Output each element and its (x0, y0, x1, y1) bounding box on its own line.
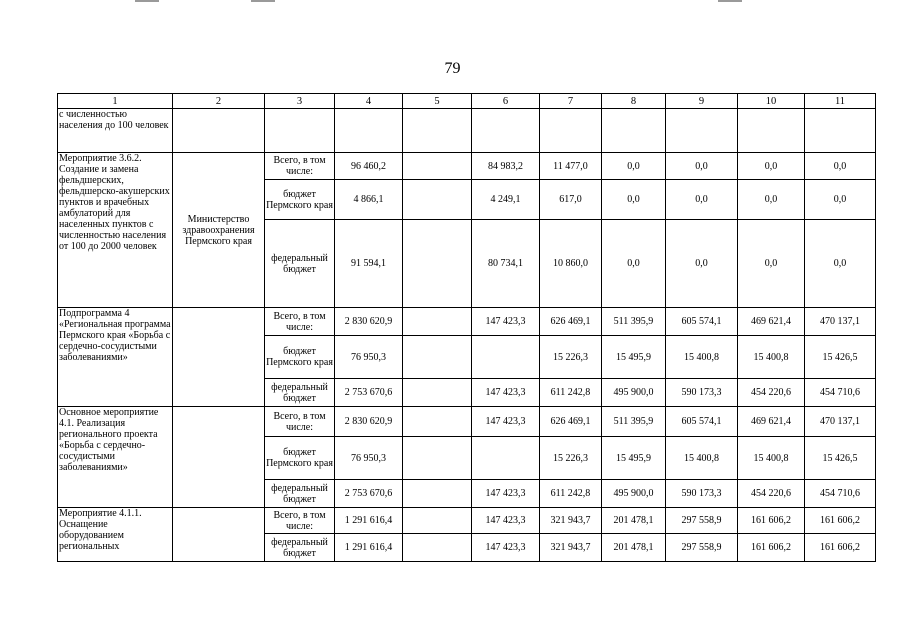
value-cell: 0,0 (738, 180, 805, 220)
value-cell: 15 400,8 (738, 437, 805, 480)
header-cell-9: 9 (666, 94, 738, 109)
value-cell: 511 395,9 (602, 308, 666, 336)
value-cell: 495 900,0 (602, 480, 666, 508)
value-cell: 0,0 (602, 180, 666, 220)
value-cell: 0,0 (738, 153, 805, 180)
table-row (58, 153, 876, 180)
header-cell-2: 2 (173, 94, 265, 109)
value-cell: 0,0 (805, 153, 876, 180)
executor-cell (173, 407, 265, 508)
funding-source-cell: Всего, в том числе: (265, 308, 335, 336)
funding-source-cell: Всего, в том числе: (265, 508, 335, 534)
value-cell: 84 983,2 (472, 153, 540, 180)
header-cell-6: 6 (472, 94, 540, 109)
value-cell: 0,0 (602, 220, 666, 308)
funding-source-cell: федеральный бюджет (265, 379, 335, 407)
row-name-cell: Мероприятие 4.1.1. Оснащение оборудованием региональных (58, 508, 173, 562)
empty-cell (738, 109, 805, 153)
funding-source-cell: федеральный бюджет (265, 480, 335, 508)
value-cell (403, 407, 472, 437)
empty-cell (602, 109, 666, 153)
value-cell: 626 469,1 (540, 407, 602, 437)
row-name-cell: Основное мероприятие 4.1. Реализация регионального проекта «Борьба с сердечно-сосудистыми заболеваниями» (58, 407, 173, 508)
executor-cell (173, 308, 265, 407)
empty-cell (472, 109, 540, 153)
budget-table (57, 93, 876, 562)
value-cell: 611 242,8 (540, 480, 602, 508)
row-name-cell: Подпрограмма 4 «Региональная программа Пермского края «Борьба с сердечно-сосудистыми заболеваниями» (58, 308, 173, 407)
value-cell: 611 242,8 (540, 379, 602, 407)
value-cell: 495 900,0 (602, 379, 666, 407)
value-cell: 626 469,1 (540, 308, 602, 336)
value-cell: 161 606,2 (805, 534, 876, 562)
funding-source-cell: Всего, в том числе: (265, 153, 335, 180)
value-cell: 96 460,2 (335, 153, 403, 180)
value-cell: 0,0 (738, 220, 805, 308)
executor-cell (173, 508, 265, 562)
value-cell: 0,0 (666, 220, 738, 308)
value-cell: 454 710,6 (805, 480, 876, 508)
value-cell: 15 400,8 (738, 336, 805, 379)
value-cell (403, 480, 472, 508)
value-cell: 0,0 (602, 153, 666, 180)
header-cell-3: 3 (265, 94, 335, 109)
value-cell (403, 153, 472, 180)
value-cell (403, 336, 472, 379)
value-cell: 2 830 620,9 (335, 308, 403, 336)
value-cell: 147 423,3 (472, 379, 540, 407)
value-cell (403, 437, 472, 480)
value-cell: 15 226,3 (540, 336, 602, 379)
value-cell (403, 379, 472, 407)
empty-cell (335, 109, 403, 153)
empty-cell (403, 109, 472, 153)
value-cell: 2 753 670,6 (335, 480, 403, 508)
value-cell: 4 866,1 (335, 180, 403, 220)
header-cell-8: 8 (602, 94, 666, 109)
value-cell: 0,0 (666, 153, 738, 180)
page-number: 79 (444, 60, 461, 77)
value-cell: 161 606,2 (738, 508, 805, 534)
value-cell: 590 173,3 (666, 480, 738, 508)
value-cell: 469 621,4 (738, 407, 805, 437)
value-cell: 80 734,1 (472, 220, 540, 308)
value-cell: 0,0 (805, 180, 876, 220)
table-row (58, 109, 876, 153)
value-cell: 76 950,3 (335, 437, 403, 480)
value-cell: 147 423,3 (472, 508, 540, 534)
value-cell: 511 395,9 (602, 407, 666, 437)
funding-source-cell: бюджет Пермского края (265, 180, 335, 220)
value-cell: 617,0 (540, 180, 602, 220)
table-row (58, 407, 876, 437)
value-cell: 454 710,6 (805, 379, 876, 407)
value-cell: 15 426,5 (805, 336, 876, 379)
value-cell: 15 226,3 (540, 437, 602, 480)
value-cell: 4 249,1 (472, 180, 540, 220)
value-cell: 297 558,9 (666, 534, 738, 562)
empty-cell (173, 109, 265, 153)
value-cell: 2 753 670,6 (335, 379, 403, 407)
header-cell-5: 5 (403, 94, 472, 109)
table-row (58, 308, 876, 336)
value-cell: 147 423,3 (472, 308, 540, 336)
value-cell (472, 437, 540, 480)
funding-source-cell: бюджет Пермского края (265, 336, 335, 379)
top-rule-mid (251, 0, 275, 2)
value-cell: 1 291 616,4 (335, 508, 403, 534)
value-cell: 605 574,1 (666, 308, 738, 336)
value-cell (403, 534, 472, 562)
value-cell: 590 173,3 (666, 379, 738, 407)
value-cell: 454 220,6 (738, 480, 805, 508)
value-cell: 76 950,3 (335, 336, 403, 379)
funding-source-cell: федеральный бюджет (265, 220, 335, 308)
table-header-row (58, 94, 876, 109)
value-cell (403, 508, 472, 534)
value-cell (472, 336, 540, 379)
value-cell: 11 477,0 (540, 153, 602, 180)
value-cell: 0,0 (805, 220, 876, 308)
empty-cell (265, 109, 335, 153)
value-cell: 454 220,6 (738, 379, 805, 407)
row-name-cell: с численностью населения до 100 человек (58, 109, 173, 153)
header-cell-11: 11 (805, 94, 876, 109)
value-cell: 147 423,3 (472, 534, 540, 562)
empty-cell (540, 109, 602, 153)
funding-source-cell: федеральный бюджет (265, 534, 335, 562)
header-cell-10: 10 (738, 94, 805, 109)
value-cell (403, 308, 472, 336)
value-cell: 2 830 620,9 (335, 407, 403, 437)
top-rule-left (135, 0, 159, 2)
value-cell: 605 574,1 (666, 407, 738, 437)
funding-source-cell: Всего, в том числе: (265, 407, 335, 437)
executor-cell: Министерство здравоохранения Пермского края (173, 153, 265, 308)
value-cell: 15 426,5 (805, 437, 876, 480)
header-cell-1: 1 (58, 94, 173, 109)
value-cell: 321 943,7 (540, 534, 602, 562)
header-cell-7: 7 (540, 94, 602, 109)
value-cell: 201 478,1 (602, 508, 666, 534)
value-cell (403, 220, 472, 308)
value-cell: 161 606,2 (805, 508, 876, 534)
value-cell: 15 495,9 (602, 336, 666, 379)
header-cell-4: 4 (335, 94, 403, 109)
table-row (58, 508, 876, 534)
value-cell: 321 943,7 (540, 508, 602, 534)
value-cell: 161 606,2 (738, 534, 805, 562)
value-cell: 470 137,1 (805, 308, 876, 336)
top-rule-right (718, 0, 742, 2)
value-cell: 0,0 (666, 180, 738, 220)
value-cell (403, 180, 472, 220)
value-cell: 91 594,1 (335, 220, 403, 308)
value-cell: 15 495,9 (602, 437, 666, 480)
empty-cell (666, 109, 738, 153)
value-cell: 147 423,3 (472, 480, 540, 508)
value-cell: 147 423,3 (472, 407, 540, 437)
value-cell: 470 137,1 (805, 407, 876, 437)
value-cell: 297 558,9 (666, 508, 738, 534)
empty-cell (805, 109, 876, 153)
row-name-cell: Мероприятие 3.6.2. Создание и замена фельдшерских, фельдшерско-акушерских пунктов и врачебных амбулаторий для населенных пунктов с численностью населения от 100 до 2000 человек (58, 153, 173, 308)
value-cell: 201 478,1 (602, 534, 666, 562)
value-cell: 10 860,0 (540, 220, 602, 308)
value-cell: 1 291 616,4 (335, 534, 403, 562)
value-cell: 15 400,8 (666, 437, 738, 480)
funding-source-cell: бюджет Пермского края (265, 437, 335, 480)
value-cell: 15 400,8 (666, 336, 738, 379)
value-cell: 469 621,4 (738, 308, 805, 336)
